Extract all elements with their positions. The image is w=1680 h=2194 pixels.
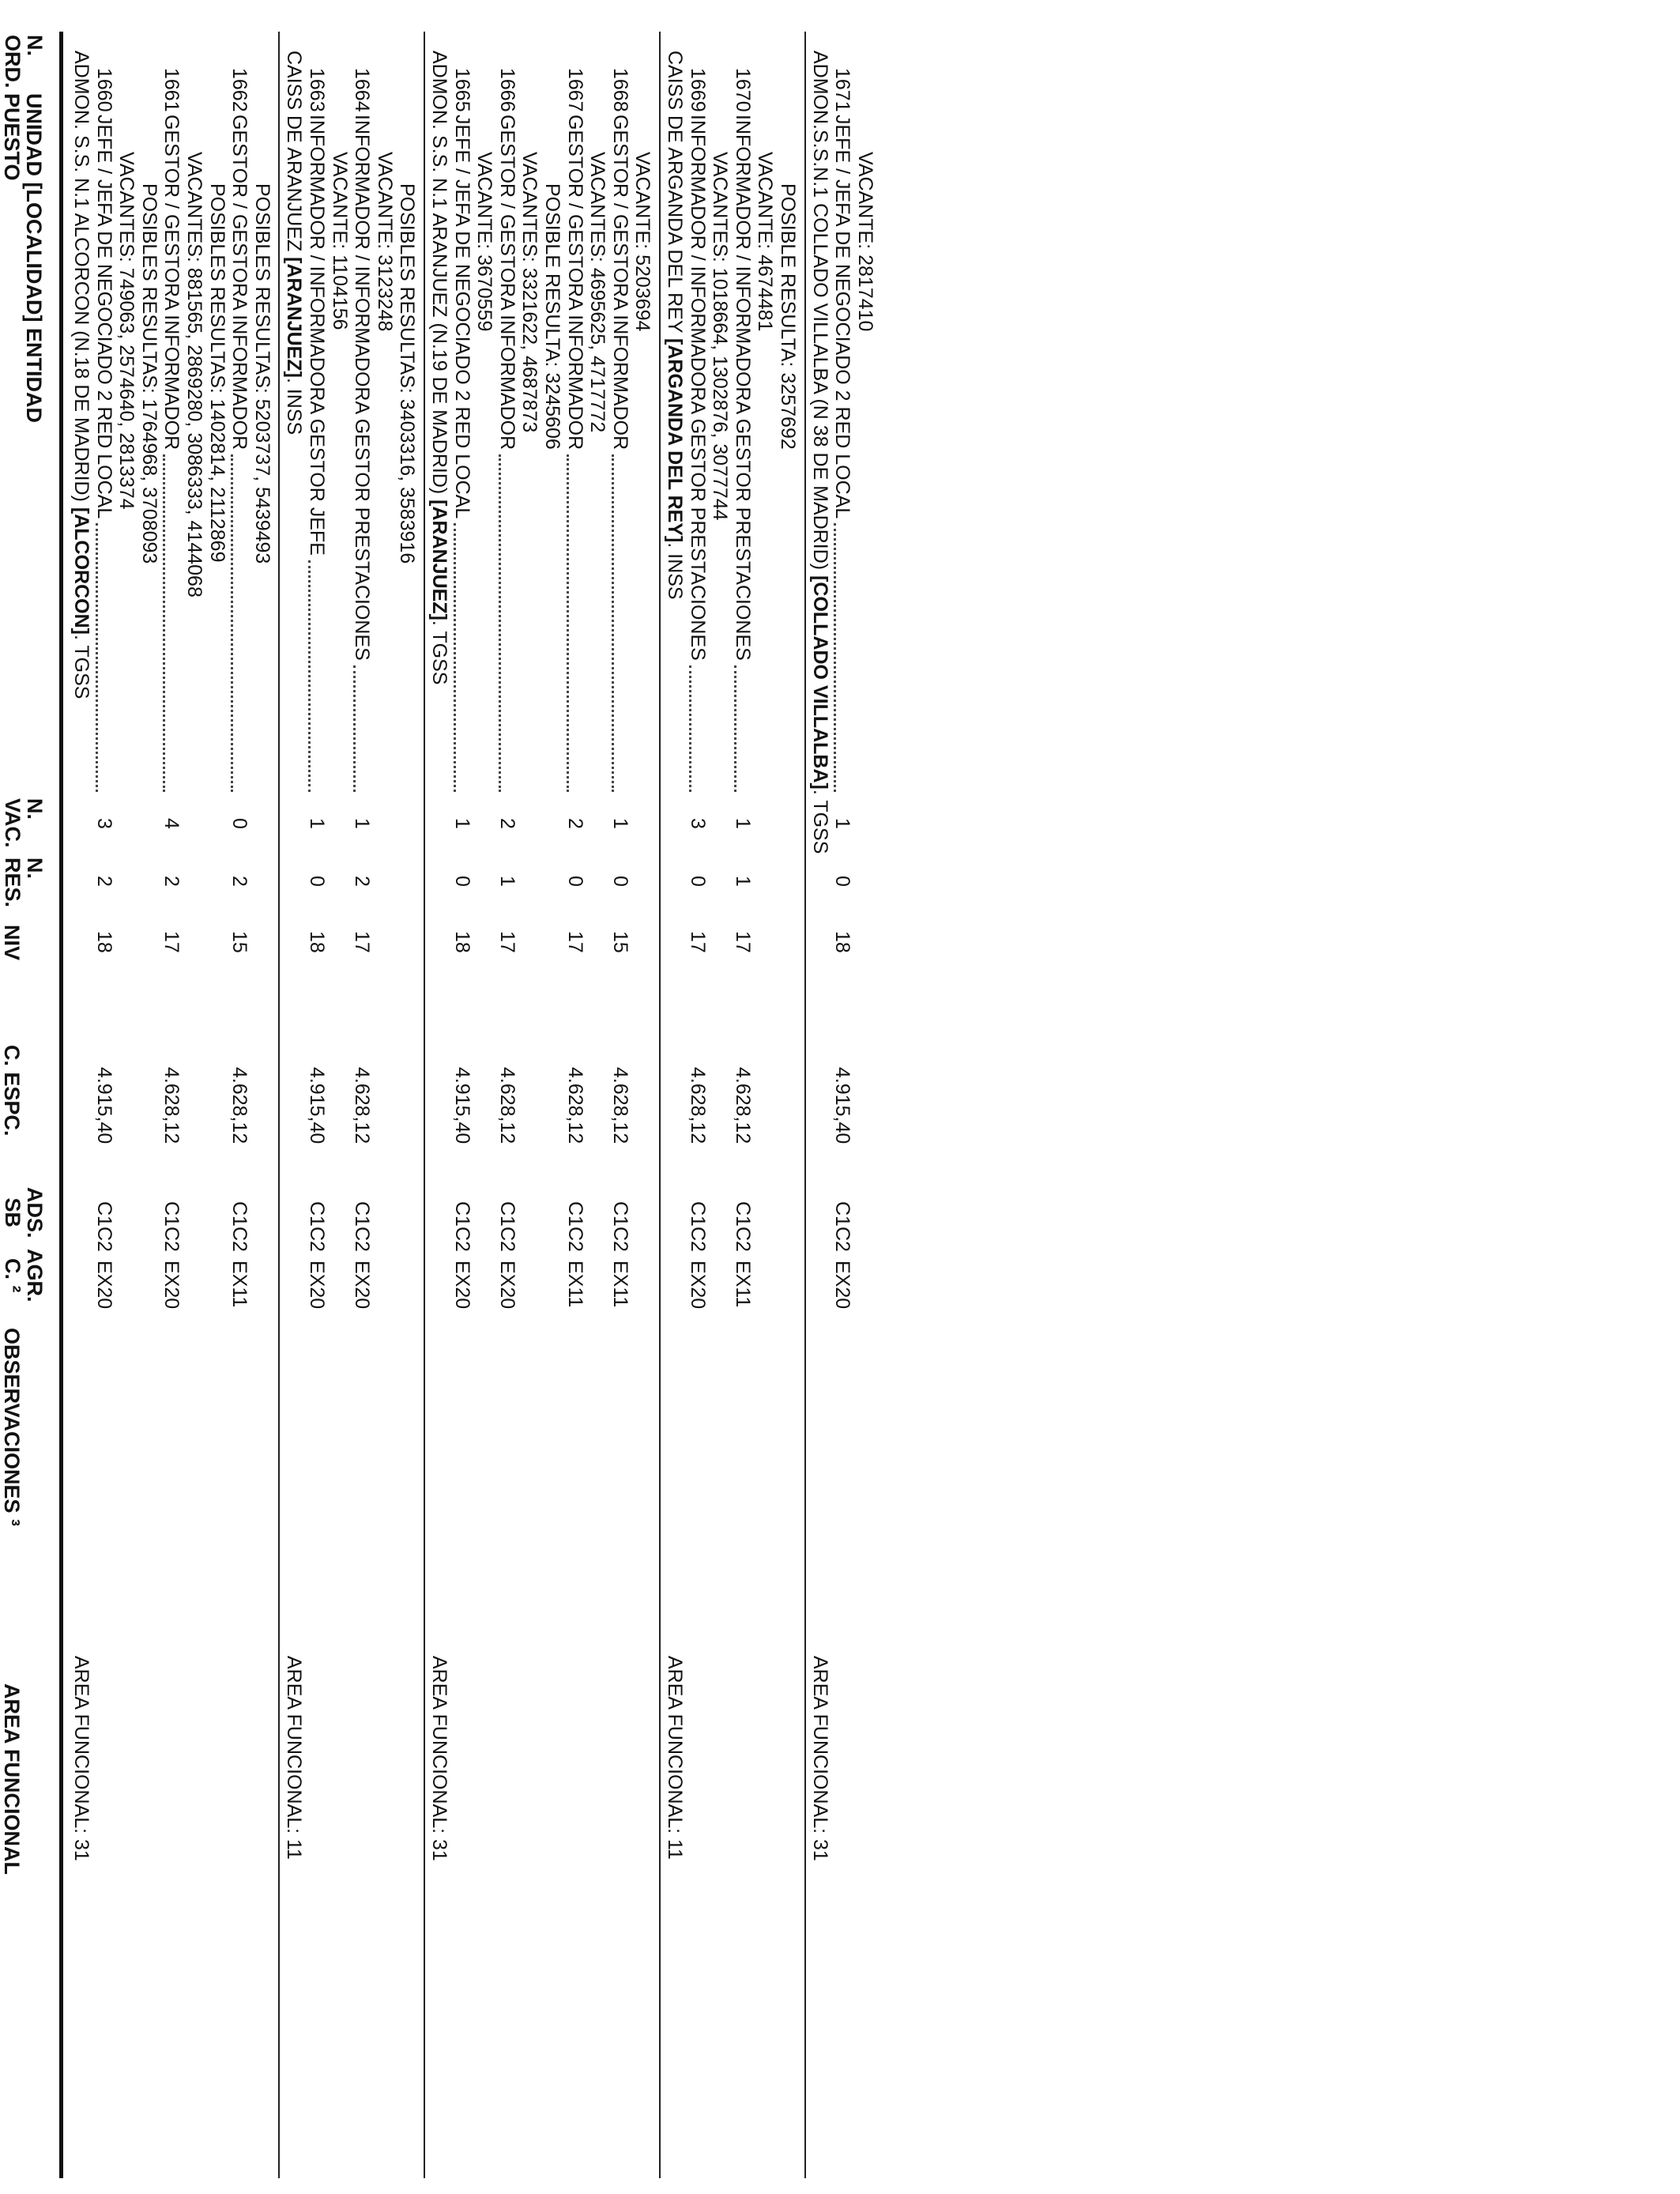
detail-line: VACANTE: 3670559 [473,152,496,332]
res-count: 1 [731,876,754,887]
group-separator [804,32,806,2178]
table-row-id: 1662 [228,68,251,112]
table-row-id: 1669 [686,68,709,112]
c-espc-value: 4.628,12 [228,1067,251,1144]
table-row-id: 1666 [495,68,518,112]
table-row-id: 1665 [450,68,473,112]
c-espc-value: 4.628,12 [563,1067,586,1144]
ads-sb-value: C1C2 [306,1201,328,1252]
position-title: INFORMADOR / INFORMADORA GESTOR PRESTACIONES [351,115,374,661]
group-locality: [ARANJUEZ] [283,257,306,378]
dotted-leader [96,523,98,792]
detail-line: POSIBLES RESULTAS: 1402814, 2112869 [205,183,228,563]
header-unidad: UNIDAD [LOCALIDAD] ENTIDAD [22,93,46,423]
vac-count: 0 [228,818,251,829]
res-count: 2 [160,876,183,887]
agr-c-value: EX11 [228,1261,251,1308]
dotted-leader [308,560,311,792]
position-title: INFORMADOR / INFORMADORA GESTOR JEFE [306,115,328,556]
group-entity: . INSS [283,377,306,435]
agr-c-value: EX20 [495,1261,518,1310]
niv-value: 18 [831,931,854,953]
detail-line: POSIBLES RESULTAS: 3403316, 3583916 [396,183,419,564]
position-title: GESTOR / GESTORA INFORMADOR [563,115,586,450]
res-count: 0 [306,876,328,887]
dotted-leader [567,454,569,792]
ads-sb-value: C1C2 [351,1201,374,1252]
c-espc-value: 4.915,40 [306,1067,328,1144]
dotted-leader [734,665,736,792]
group-separator [424,32,425,2178]
position-title: GESTOR / GESTORA INFORMADOR [495,115,518,450]
group-title [429,51,449,684]
group-separator [278,32,280,2178]
position-title: GESTOR / GESTORA INFORMADOR [228,115,251,450]
detail-line: VACANTES: 1018664, 1302876, 3077744 [709,152,732,521]
table-row-id: 1660 [92,68,115,112]
res-count: 0 [686,876,709,887]
vac-count: 1 [450,818,473,829]
ads-sb-value: C1C2 [686,1201,709,1252]
position-title: GESTOR / GESTORA INFORMADOR [608,115,631,450]
group-area-funcional: AREA FUNCIONAL: 11 [283,1656,306,1860]
detail-line: VACANTE: 3123248 [373,152,396,332]
c-espc-value: 4.628,12 [608,1067,631,1144]
niv-value: 17 [160,931,183,953]
res-count: 1 [495,876,518,887]
agr-c-value: EX11 [563,1261,586,1308]
group-entity: . TGSS [428,620,450,685]
group-area-funcional: AREA FUNCIONAL: 31 [808,1656,831,1861]
table-row-id: 1668 [608,68,631,112]
position-title: INFORMADOR / INFORMADORA GESTOR PRESTACIONES [686,115,709,661]
group-locality: [ARGANDA DEL REY] [664,338,686,543]
niv-value: 18 [92,931,115,953]
vac-count: 1 [306,818,328,829]
agr-c-value: EX11 [731,1261,754,1308]
header-niv: NIV [0,925,24,961]
ads-sb-value: C1C2 [831,1201,854,1252]
dotted-leader [834,523,836,792]
agr-c-value: EX20 [831,1261,854,1310]
group-unit: CAISS DE ARGANDA DEL REY [664,51,686,339]
group-locality: [ARANJUEZ] [428,499,450,620]
c-espc-value: 4.628,12 [160,1067,183,1144]
res-count: 0 [563,876,586,887]
niv-value: 15 [608,931,631,953]
c-espc-value: 4.628,12 [731,1067,754,1144]
group-unit: ADMON. S.S. N.1 ARANJUEZ (N.19 DE MADRID) [428,51,450,500]
table-row-id: 1663 [306,68,328,112]
position-title: JEFE / JEFA DE NEGOCIADO 2 RED LOCAL [450,115,473,519]
res-count: 0 [450,876,473,887]
vac-count: 1 [608,818,631,829]
group-separator [659,32,661,2178]
ads-sb-value: C1C2 [228,1201,251,1252]
agr-c-value: EX20 [160,1261,183,1310]
c-espc-value: 4.915,40 [831,1067,854,1144]
header-observaciones: OBSERVACIONES ³ [0,1328,24,1527]
header-c-espc: C. ESPC. [0,1045,24,1137]
group-area-funcional: AREA FUNCIONAL: 31 [428,1656,450,1861]
detail-line: VACANTES: 4695625, 4717772 [586,152,609,433]
position-title: INFORMADOR / INFORMADORA GESTOR PRESTACIONES [731,115,754,661]
vac-count: 3 [92,818,115,829]
position-title: JEFE / JEFA DE NEGOCIADO 2 RED LOCAL [831,115,854,519]
dotted-leader [353,665,356,792]
ads-sb-value: C1C2 [608,1201,631,1252]
agr-c-value: EX20 [686,1261,709,1310]
res-count: 2 [228,876,251,887]
group-title [283,51,306,435]
vac-count: 1 [351,818,374,829]
res-count: 0 [831,876,854,887]
detail-line: VACANTE: 4674481 [754,152,777,332]
group-locality: [ALCORCON] [70,507,92,635]
group-locality: [COLLADO VILLALBA] [808,575,831,790]
dotted-leader [231,454,233,792]
group-area-funcional: AREA FUNCIONAL: 11 [664,1656,686,1860]
group-unit: ADMON.S.S.N.1 COLLADO VILLALBA (N 38 DE MADRID) [808,51,831,576]
table-row-id: 1667 [563,68,586,112]
header-agr-c: AGR. C. ² [0,1249,47,1302]
detail-line: VACANTES: 881565, 2869280, 3086333, 4144068 [183,152,205,598]
group-title [71,51,91,699]
position-title: GESTOR / GESTORA INFORMADOR [160,115,183,450]
agr-c-value: EX20 [450,1261,473,1310]
c-espc-value: 4.915,40 [450,1067,473,1144]
ads-sb-value: C1C2 [563,1201,586,1252]
niv-value: 18 [306,931,328,953]
group-title [810,51,830,854]
group-title [665,51,684,600]
header-rule [59,32,63,2178]
detail-line: VACANTES: 3321622, 4687873 [518,152,541,433]
c-espc-value: 4.628,12 [351,1067,374,1144]
header-ads-sb: ADS. SB [0,1187,47,1238]
dotted-leader [454,523,456,792]
vac-count: 2 [495,818,518,829]
group-area-funcional: AREA FUNCIONAL: 31 [70,1656,92,1861]
c-espc-value: 4.915,40 [92,1067,115,1144]
header-area-funcional: AREA FUNCIONAL [0,1683,24,1875]
detail-line: VACANTE: 1104156 [328,152,351,330]
header-puesto: PUESTO [0,93,24,181]
ads-sb-value: C1C2 [450,1201,473,1252]
agr-c-value: EX20 [351,1261,374,1310]
res-count: 0 [608,876,631,887]
table-row-id: 1661 [160,68,183,112]
detail-line: POSIBLES RESULTAS: 1764968, 3708093 [137,183,160,564]
res-count: 2 [92,876,115,887]
detail-line: VACANTE: 5203694 [631,152,654,332]
ads-sb-value: C1C2 [495,1201,518,1252]
vac-count: 2 [563,818,586,829]
niv-value: 15 [228,931,251,953]
header-n-vac: N. VAC. [0,798,47,848]
vac-count: 4 [160,818,183,829]
header-n-ord: N. ORD. [0,35,47,89]
niv-value: 17 [686,931,709,953]
dotted-leader [163,454,165,792]
niv-value: 17 [731,931,754,953]
group-entity: . TGSS [70,634,92,699]
agr-c-value: EX11 [608,1261,631,1308]
vac-count: 1 [831,818,854,829]
niv-value: 17 [351,931,374,953]
table-row-id: 1671 [831,68,854,112]
dotted-leader [612,454,614,792]
dotted-leader [499,454,501,792]
table-row-id: 1664 [351,68,374,112]
detail-line: VACANTES: 749063, 2574640, 2813374 [115,152,138,510]
dotted-leader [689,665,691,792]
vac-count: 1 [731,818,754,829]
agr-c-value: EX20 [92,1261,115,1310]
table-row-id: 1670 [731,68,754,112]
group-entity: . TGSS [808,789,831,854]
detail-line: POSIBLES RESULTAS: 5203737, 5439493 [250,183,273,564]
detail-line: POSIBLE RESULTA: 3257692 [777,183,799,450]
niv-value: 17 [563,931,586,953]
position-title: JEFE / JEFA DE NEGOCIADO 2 RED LOCAL [92,115,115,519]
ads-sb-value: C1C2 [160,1201,183,1252]
group-unit: CAISS DE ARANJUEZ [283,51,306,258]
detail-line: POSIBLE RESULTA: 3245606 [541,183,563,450]
res-count: 2 [351,876,374,887]
vac-count: 3 [686,818,709,829]
niv-value: 18 [450,931,473,953]
ads-sb-value: C1C2 [92,1201,115,1252]
group-unit: ADMON. S.S. N.1 ALCORCON (N.18 DE MADRID) [70,51,92,507]
c-espc-value: 4.628,12 [495,1067,518,1144]
detail-line: VACANTE: 2817410 [853,152,876,332]
niv-value: 17 [495,931,518,953]
c-espc-value: 4.628,12 [686,1067,709,1144]
group-entity: . INSS [664,542,686,600]
ads-sb-value: C1C2 [731,1201,754,1252]
header-n-res: N. RES. [0,858,47,908]
agr-c-value: EX20 [306,1261,328,1310]
